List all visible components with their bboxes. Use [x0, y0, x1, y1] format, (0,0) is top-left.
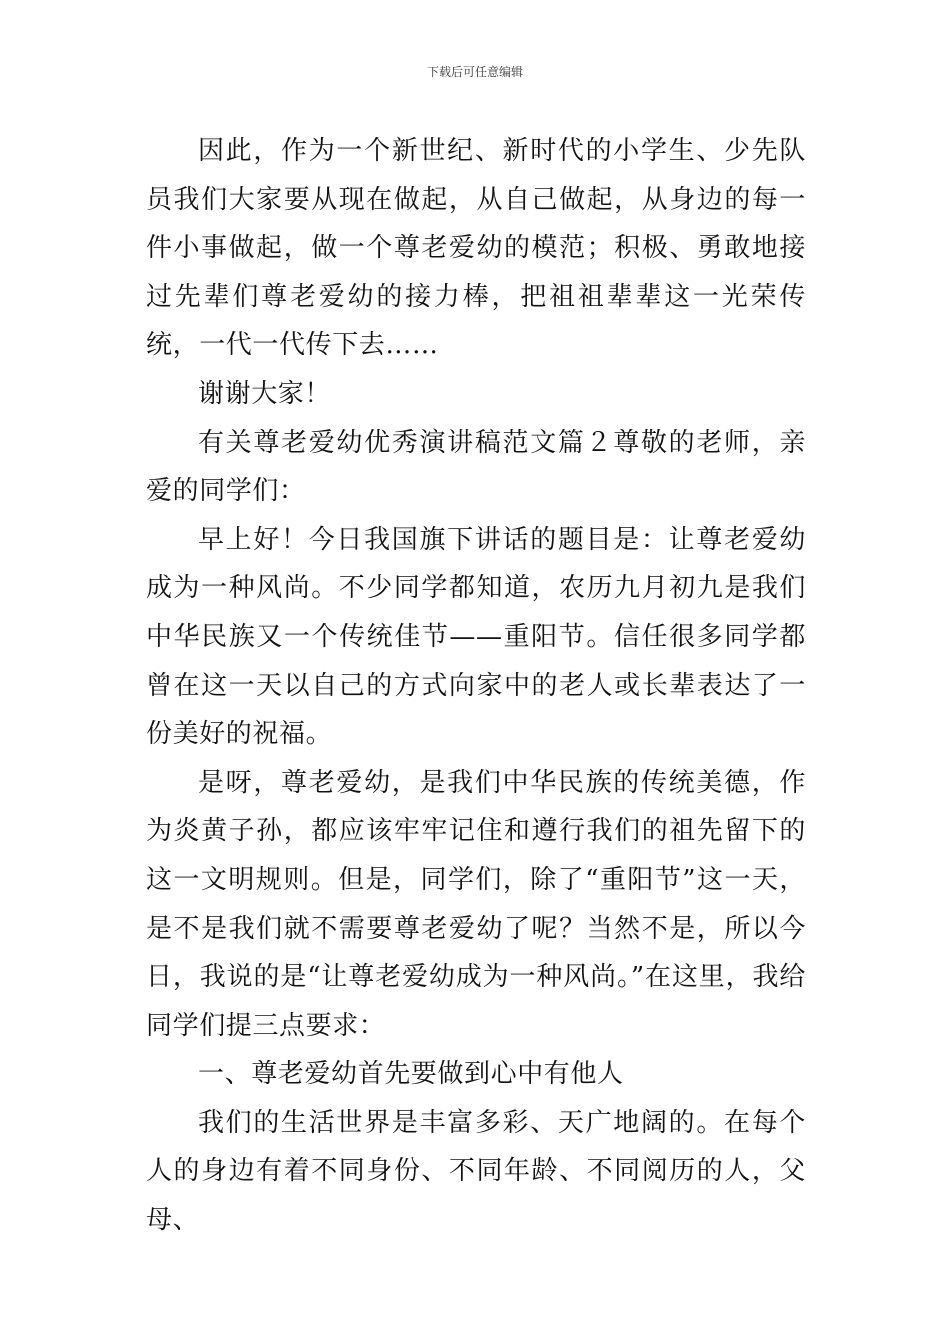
paragraph: 有关尊老爱幼优秀演讲稿范文篇２尊敬的老师，亲爱的同学们：	[146, 427, 806, 507]
page-header-note: 下载后可任意编辑	[426, 65, 523, 79]
section-heading: 一、尊老爱幼首先要做到心中有他人	[198, 1059, 624, 1090]
paragraph: 谢谢大家！	[198, 378, 332, 409]
paragraph: 是呀，尊老爱幼，是我们中华民族的传统美德，作为炎黄子孙，都应该牢牢记住和遵行我们的祖先留下的这一文明规则。但是，同学们，除了“重阳节”这一天，是不是我们就不需要尊老爱幼了呢？当然不是，所以今日，我说的是“让尊老爱幼成为一种风尚。”在这里，我给同学们提三点要求：	[146, 767, 806, 1041]
paragraph: 我们的生活世界是丰富多彩、天广地阔的。在每个人的身边有着不同身份、不同年龄、不同阅历的人，父母、	[146, 1107, 806, 1236]
document-body	[146, 127, 806, 1245]
paragraph: 因此，作为一个新世纪、新时代的小学生、少先队员我们大家要从现在做起，从自己做起，从身边的每一件小事做起，做一个尊老爱幼的模范；积极、勇敢地接过先辈们尊老爱幼的接力棒，把祖祖辈辈这一光荣传统，一代一代传下去……	[146, 136, 806, 361]
paragraph: 早上好！今日我国旗下讲话的题目是：让尊老爱幼成为一种风尚。不少同学都知道，农历九月初九是我们中华民族又一个传统佳节——重阳节。信任很多同学都曾在这一天以自己的方式向家中的老人或长辈表达了一份美好的祝福。	[146, 524, 806, 750]
